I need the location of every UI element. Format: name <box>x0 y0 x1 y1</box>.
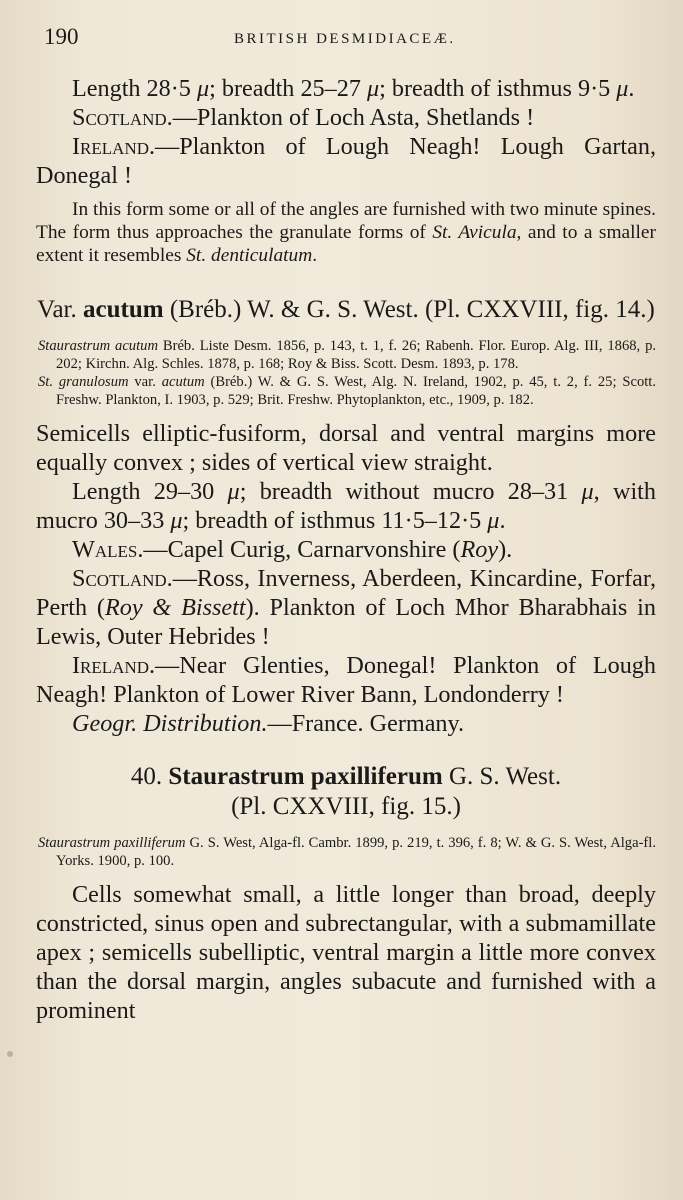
locality-label: Wales. <box>72 536 144 563</box>
synonymy-entry: St. granulosum var. acutum (Bréb.) W. & G. S. West, Alg. N. Ireland, 1902, p. 45, t. 2, f. 25; Scott. Freshw. Plankton, I. 1903, p. 529; Brit. Freshw. Phytoplankton, etc., 1909, p. 182. <box>38 374 657 408</box>
species-heading: 40. Staurastrum paxilliferum G. S. West. <box>130 763 562 790</box>
paper-speck <box>7 1051 13 1057</box>
geographic-distribution: Geogr. Distribution.—France. Germany. <box>72 710 465 737</box>
locality-label: Scotland. <box>72 104 173 131</box>
form-note: In this form some or all of the angles are furnished with two minute spines. The form thus approaches the granulate forms of St. Avicula, and to a smaller extent it resembles St. denticulatum. <box>36 199 657 266</box>
scotland-locality: Scotland.—Ross, Inverness, Aberdeen, Kincardine, Forfar, Perth (Roy & Bissett). Plankton of Loch Mhor Bharabhais in Lewis, Outer Hebrides ! <box>36 565 656 650</box>
variety-heading: Var. acutum (Bréb.) W. & G. S. West. (Pl. CXXVIII, fig. 14.) <box>37 296 655 323</box>
synonymy-entry: Staurastrum paxilliferum G. S. West, Alga-fl. Cambr. 1899, p. 219, t. 396, f. 8; W. & G. S. West, Alga-fl. Yorks. 1900, p. 100. <box>38 835 656 869</box>
species-description: Cells somewhat small, a little longer than broad, deeply constricted, sinus open and subrectangular, with a submamillate apex ; semicells subelliptic, ventral margin a little more convex than the dorsal margin, angles subacute and furnished with a prominent <box>36 881 656 1024</box>
locality-label: Ireland. <box>72 133 156 160</box>
species-name: Staurastrum paxilliferum <box>168 763 443 790</box>
variety-measurements: Length 29–30 μ; breadth without mucro 28–31 μ, with mucro 30–33 μ; breadth of isthmus 11·5–12·5 μ. <box>36 478 656 534</box>
page-number: 190 <box>44 24 79 49</box>
scotland-locality: Scotland.—Plankton of Loch Asta, Shetlands ! <box>72 104 535 131</box>
ireland-locality: Ireland.—Plankton of Lough Neagh! Lough Gartan, Donegal ! <box>36 133 656 189</box>
variety-name: acutum <box>83 296 164 323</box>
wales-locality: Wales.—Capel Curig, Carnarvonshire (Roy). <box>72 536 513 563</box>
locality-label: Scotland. <box>72 565 173 592</box>
measurements-paragraph: Length 28·5 μ; breadth 25–27 μ; breadth of isthmus 9·5 μ. <box>72 75 635 102</box>
synonymy-entry: Staurastrum acutum Bréb. Liste Desm. 1856, p. 143, t. 1, f. 26; Rabenh. Flor. Europ. Alg. III, 1868, p. 202; Kirchn. Alg. Schles. 1878, p. 168; Roy & Biss. Scott. Desm. 1893, p. 178. <box>38 338 657 372</box>
running-head: BRITISH DESMIDIACEÆ. <box>234 31 456 47</box>
species-plate-reference: (Pl. CXXVIII, fig. 15.) <box>231 793 461 820</box>
variety-description: Semicells elliptic-fusiform, dorsal and ventral margins more equally convex ; sides of vertical view straight. <box>36 420 656 476</box>
page-body <box>36 74 656 1025</box>
ireland-locality: Ireland.—Near Glenties, Donegal! Plankton of Lough Neagh! Plankton of Lower River Bann, Londonderry ! <box>36 652 656 708</box>
locality-label: Ireland. <box>72 652 156 679</box>
species-number: 40. <box>130 763 169 790</box>
page-header <box>44 24 643 52</box>
